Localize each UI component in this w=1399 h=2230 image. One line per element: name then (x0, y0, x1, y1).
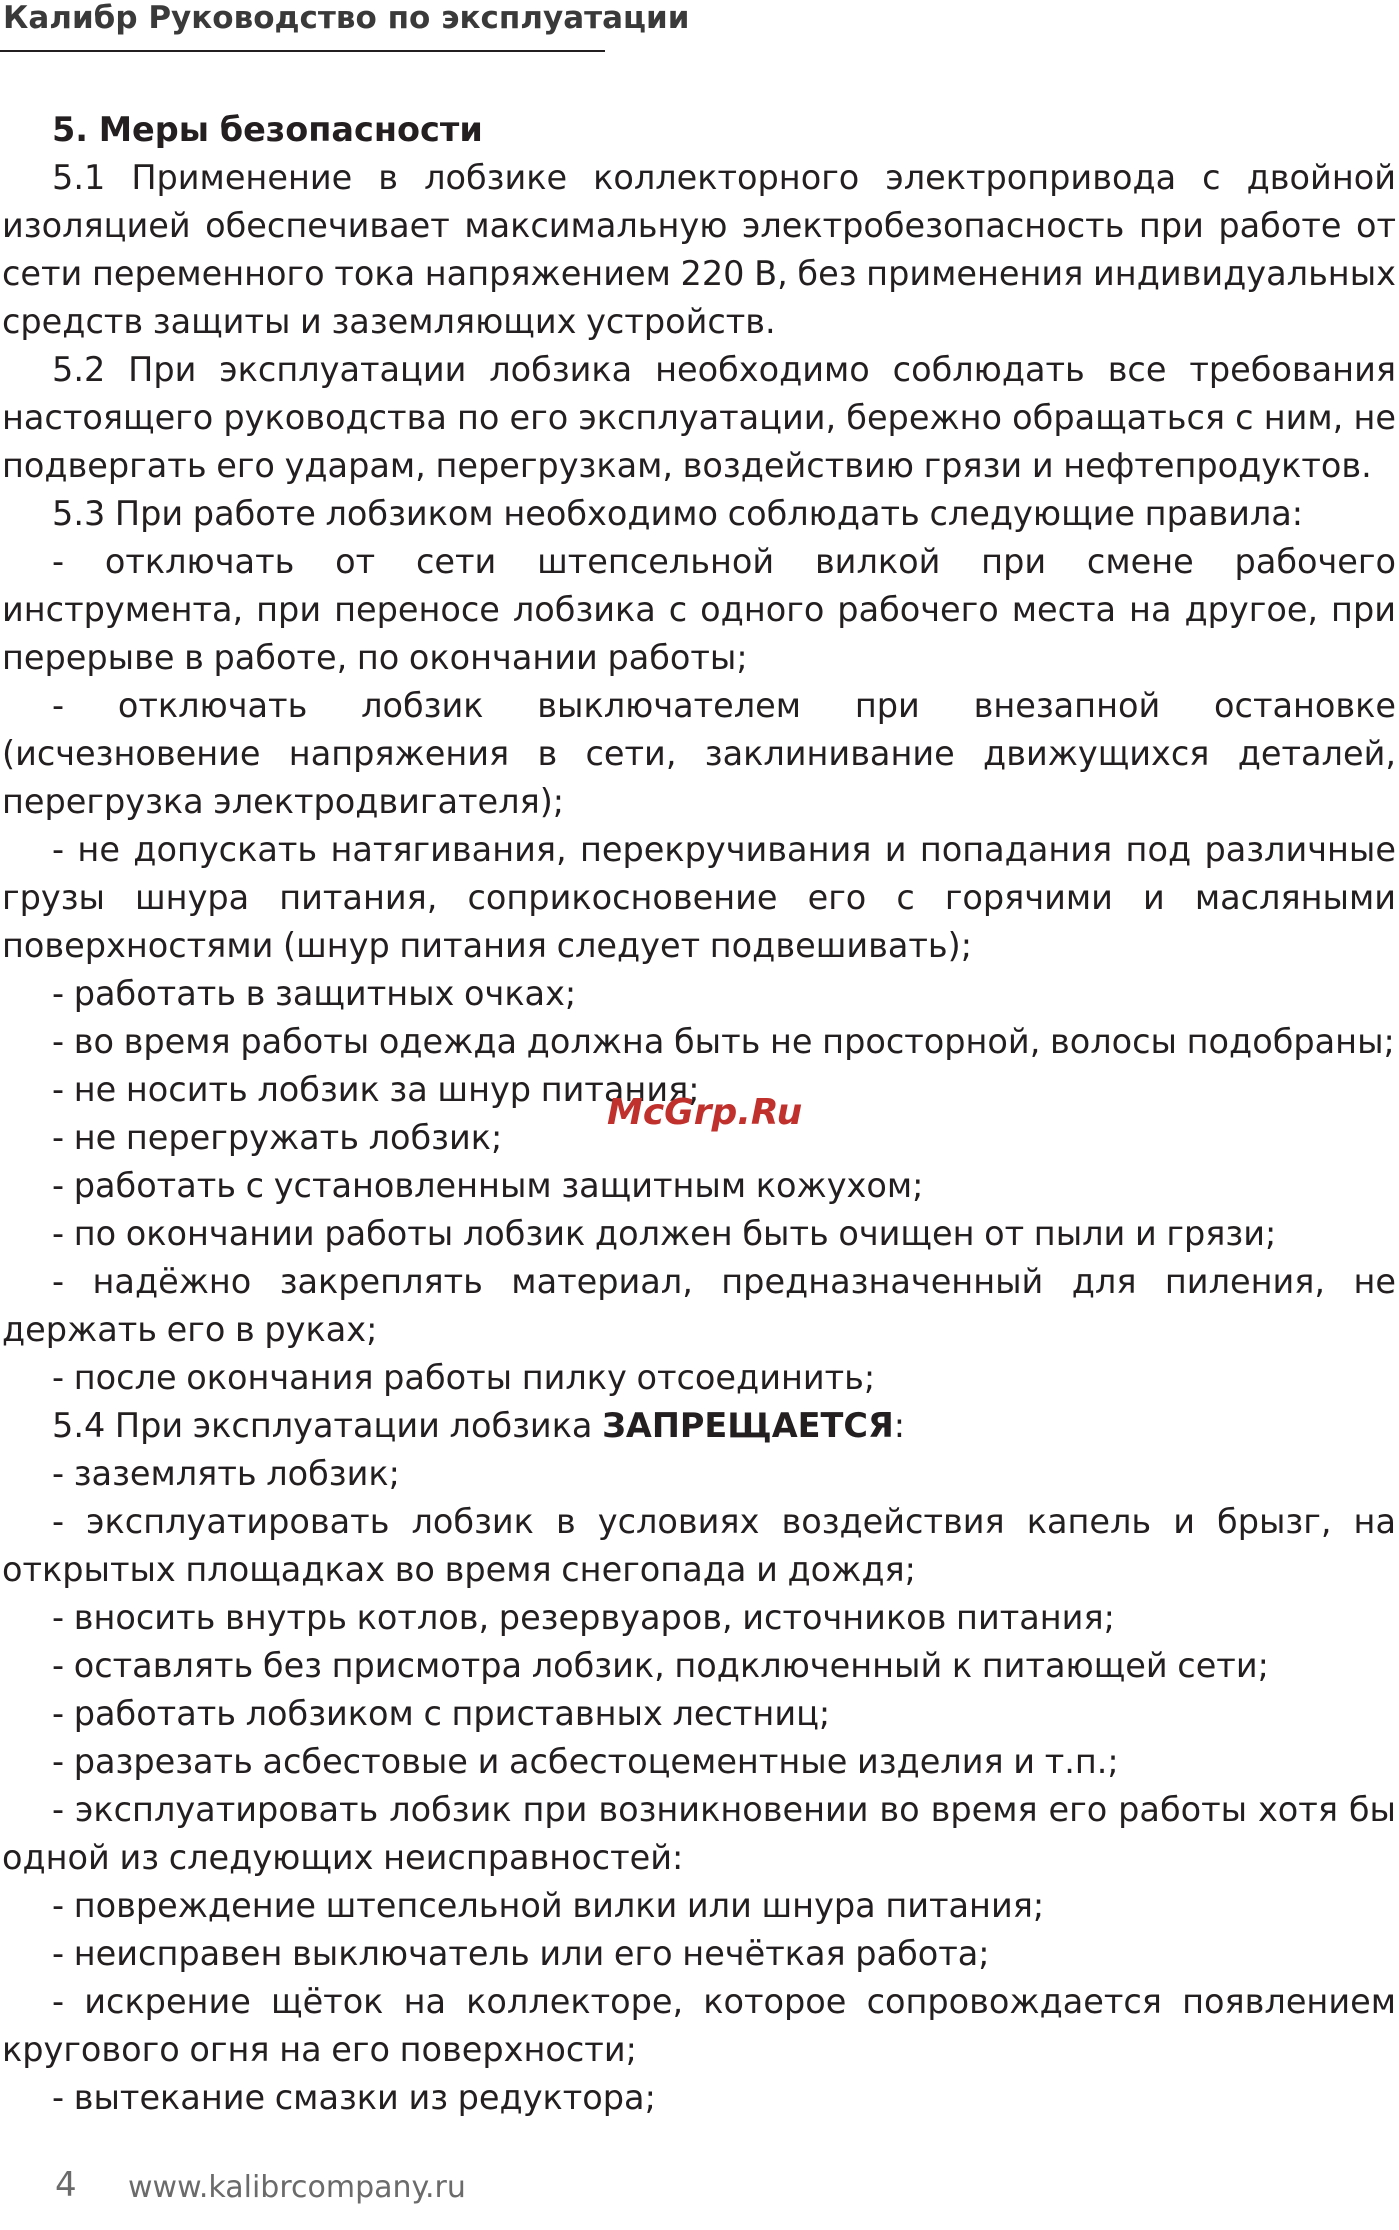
footer-url: www.kalibrcompany.ru (128, 2170, 466, 2205)
section-heading: 5. Меры безопасности (52, 110, 483, 149)
list-item: - разрезать асбестовые и асбестоцементные изделия и т.п.; (52, 1742, 1119, 1781)
list-item: - работать в защитных очках; (52, 974, 577, 1013)
prohibited-label: ЗАПРЕЩАЕТСЯ (602, 1406, 894, 1445)
header-divider (0, 50, 605, 52)
list-item: - по окончании работы лобзик должен быть очищен от пыли и грязи; (52, 1214, 1277, 1253)
page-number: 4 (55, 2165, 77, 2205)
list-item: - работать лобзиком с приставных лестниц; (52, 1694, 831, 1733)
list-item: - надёжно закреплять материал, предназначенный для пиления, не держать его в руках; (2, 1262, 1396, 1349)
list-item: - не носить лобзик за шнур питания; (52, 1070, 700, 1109)
paragraph-5-4 (2, 1402, 1396, 1450)
watermark: McGrp.Ru (607, 1092, 803, 1133)
list-item: - отключать от сети штепсельной вилкой при смене рабочего инструмента, при переносе лобзика с одного рабочего места на другое, при перерыве в работе, по окончании работы; (2, 542, 1396, 677)
list-item: - оставлять без присмотра лобзик, подключенный к питающей сети; (52, 1646, 1269, 1685)
list-item: - неисправен выключатель или его нечёткая работа; (52, 1934, 990, 1973)
paragraph-5-3: 5.3 При работе лобзиком необходимо соблюдать следующие правила: (52, 494, 1304, 533)
list-item: - не перегружать лобзик; (52, 1118, 503, 1157)
list-item: - эксплуатировать лобзик при возникновении во время его работы хотя бы одной из следующих неисправностей: (2, 1790, 1396, 1877)
list-item: - заземлять лобзик; (52, 1454, 400, 1493)
paragraph-5-4-colon: : (893, 1406, 906, 1445)
paragraph-5-1: 5.1 Применение в лобзике коллекторного электропривода с двойной изоляцией обеспечивает максимальную электробезопасность при работе от сети переменного тока напряжением 220 В, без применения индивидуальных средств защиты и заземляющих устройств. (2, 158, 1396, 341)
list-item: - отключать лобзик выключателем при внезапной остановке (исчезновение напряжения в сети, заклинивание движущихся деталей, перегрузка электродвигателя); (2, 686, 1396, 821)
list-item: - работать с установленным защитным кожухом; (52, 1166, 924, 1205)
paragraph-5-2: 5.2 При эксплуатации лобзика необходимо соблюдать все требования настоящего руководства по его эксплуатации, бережно обращаться с ним, не подвергать его ударам, перегрузкам, воздействию грязи и нефтепродуктов. (2, 350, 1396, 485)
list-item: - во время работы одежда должна быть не просторной, волосы подобраны; (52, 1022, 1395, 1061)
list-item: - повреждение штепсельной вилки или шнура питания; (52, 1886, 1045, 1925)
list-item: - искрение щёток на коллекторе, которое сопровождается появлением кругового огня на его поверхности; (2, 1982, 1396, 2069)
list-item: - вытекание смазки из редуктора; (52, 2078, 656, 2117)
list-item: - вносить внутрь котлов, резервуаров, источников питания; (52, 1598, 1115, 1637)
list-item: - эксплуатировать лобзик в условиях воздействия капель и брызг, на открытых площадках во время снегопада и дождя; (2, 1502, 1396, 1589)
paragraph-5-4-text: 5.4 При эксплуатации лобзика (52, 1406, 603, 1445)
page-header-title: Калибр Руководство по эксплуатации (3, 0, 690, 36)
list-item: - не допускать натягивания, перекручивания и попадания под различные грузы шнура питания, соприкосновение его с горячими и масляными поверхностями (шнур питания следует подвешивать); (2, 830, 1396, 965)
list-item: - после окончания работы пилку отсоединить; (52, 1358, 876, 1397)
